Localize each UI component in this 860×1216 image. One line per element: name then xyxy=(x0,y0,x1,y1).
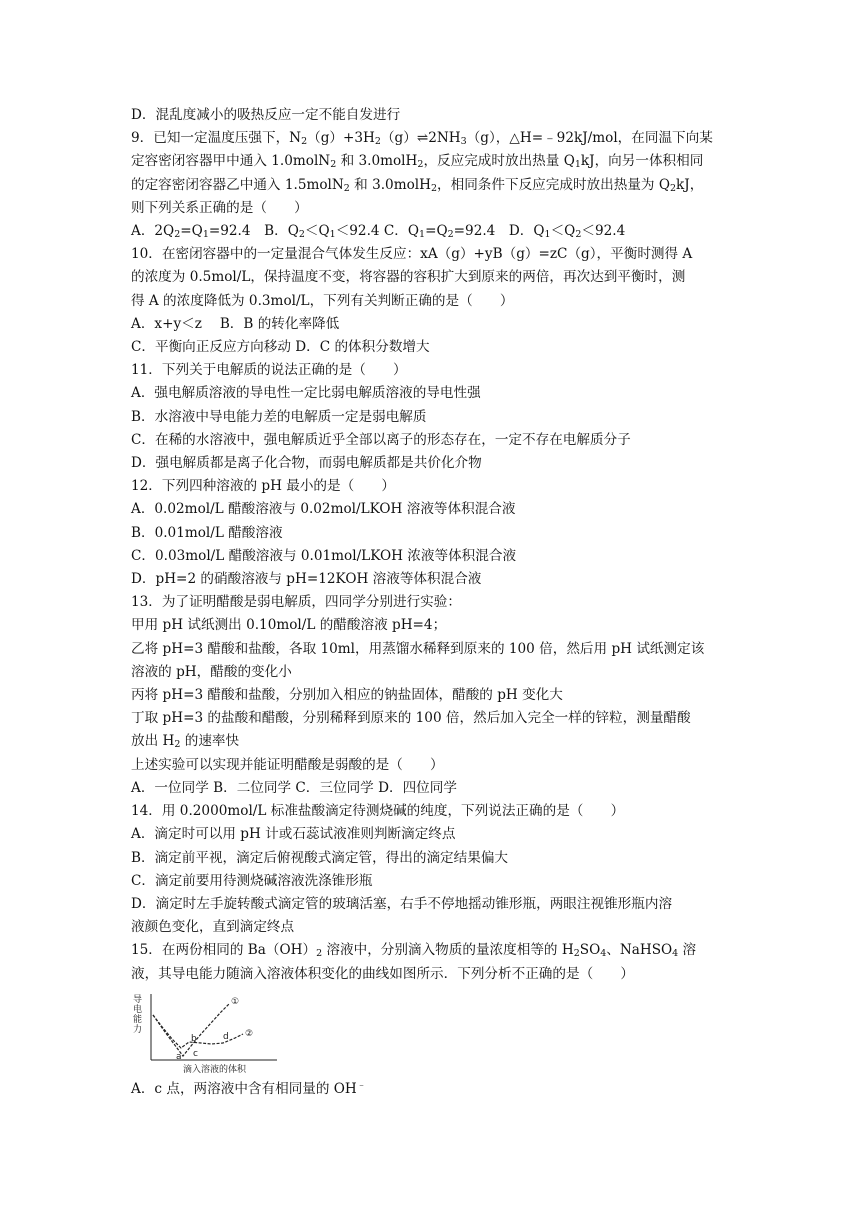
text-run: 液，其导电能力随滴入溶液体积变化的曲线如图所示．下列分析不正确的是（ ） xyxy=(131,965,634,982)
text-run: B．滴定前平视，滴定后俯视酸式滴定管，得出的滴定结果偏大 xyxy=(131,849,509,866)
text-run: 溶液的 pH，醋酸的变化小 xyxy=(131,663,292,680)
text-run: C．平衡向正反应方向移动 D．C 的体积分数增大 xyxy=(131,339,430,356)
text-line xyxy=(131,777,741,800)
text-run: 和 3.0molH xyxy=(349,176,431,193)
text-run: （g）⇌2NH xyxy=(380,130,461,147)
subscript-text: 1 xyxy=(574,159,581,171)
text-run: D．滴定时左手旋转酸式滴定管的玻璃活塞，右手不停地摇动锥形瓶，两眼注视锥形瓶内溶 xyxy=(131,895,673,912)
text-line xyxy=(131,1078,741,1101)
text-line xyxy=(131,522,741,545)
text-line xyxy=(131,220,741,243)
text-line xyxy=(131,475,741,498)
text-line xyxy=(131,847,741,870)
text-run: =Q xyxy=(180,223,203,240)
subscript-text: 2 xyxy=(174,229,181,241)
text-run: 丙将 pH=3 醋酸和盐酸，分别加入相应的钠盐固体，醋酸的 pH 变化大 xyxy=(131,687,563,704)
text-run: 12．下列四种溶液的 pH 最小的是（ ） xyxy=(131,478,395,495)
text-run: （g）+3H xyxy=(307,130,375,147)
text-line xyxy=(131,800,741,823)
text-run: C．滴定前要用待测烧碱溶液洗涤锥形瓶 xyxy=(131,872,373,889)
curve-2-label: ② xyxy=(245,1028,254,1039)
text-line xyxy=(131,568,741,591)
text-line xyxy=(131,707,741,730)
x-axis-label: 滴入溶液的体积 xyxy=(183,1064,247,1074)
subscript-text: 2 xyxy=(174,739,181,751)
text-line xyxy=(131,638,741,661)
text-line xyxy=(131,243,741,266)
text-run: kJ，向另一体积相同 xyxy=(580,153,704,170)
text-run: 上述实验可以实现并能证明醋酸是弱酸的是（ ） xyxy=(131,756,444,773)
text-line xyxy=(131,336,741,359)
subscript-text: 2 xyxy=(301,136,308,148)
text-run: A．2Q xyxy=(131,223,175,240)
text-run: kJ， xyxy=(676,176,704,193)
text-run: 10．在密闭容器中的一定量混合气体发生反应：xA（g）+yB（g）=zC（g），平衡时测得 A xyxy=(131,246,693,263)
text-run: 定容密闭容器甲中通入 1.0molN xyxy=(131,153,331,170)
text-run: ，相同条件下反应完成时放出热量为 Q xyxy=(437,176,670,193)
text-run: 、NaHSO xyxy=(606,942,673,959)
text-run: 则下列关系正确的是（ ） xyxy=(131,199,308,216)
text-line xyxy=(131,684,741,707)
text-line xyxy=(131,313,741,336)
text-line xyxy=(131,266,741,289)
text-run: 的定容密闭容器乙中通入 1.5molN xyxy=(131,176,344,193)
text-line xyxy=(131,870,741,893)
y-axis-label-3: 能 xyxy=(133,1014,143,1025)
point-d-label: d xyxy=(223,1031,229,1042)
text-run: 得 A 的浓度降低为 0.3mol/L，下列有关判断正确的是（ ） xyxy=(131,292,514,309)
y-axis-label-4: 力 xyxy=(133,1024,143,1035)
text-line xyxy=(131,382,741,405)
text-line xyxy=(131,359,741,382)
text-run: B．水溶液中导电能力差的电解质一定是弱电解质 xyxy=(131,408,427,425)
text-run: 溶液中，分别滴入物质的量浓度相等的 H xyxy=(322,942,574,959)
subscript-text: 2 xyxy=(430,182,438,194)
subscript-text: 2 xyxy=(298,229,305,241)
text-run: ，反应完成时放出热量 Q xyxy=(423,153,575,170)
curve-2 xyxy=(153,1015,243,1048)
supscript-text: ﹣ xyxy=(356,1079,367,1091)
y-axis-label-1: 导 xyxy=(133,994,143,1005)
text-run: A．0.02mol/L 醋酸溶液与 0.02mol/LKOH 溶液等体积混合液 xyxy=(131,501,516,518)
text-run: A．强电解质溶液的导电性一定比弱电解质溶液的导电性强 xyxy=(131,385,481,402)
subscript-text: 2 xyxy=(343,182,350,194)
subscript-text: 2 xyxy=(417,159,424,171)
text-run: =Q xyxy=(425,223,448,240)
conductivity-graph xyxy=(131,990,281,1074)
conductivity-graph-svg xyxy=(131,990,281,1074)
text-run: 和 3.0molH xyxy=(336,153,418,170)
text-run: ＜Q xyxy=(550,223,576,240)
text-line xyxy=(131,916,741,939)
text-line xyxy=(131,661,741,684)
subscript-text: 2 xyxy=(573,948,580,960)
text-line xyxy=(131,174,741,197)
subscript-text: 2 xyxy=(447,229,454,241)
text-run: 甲用 pH 试纸测出 0.10mol/L 的醋酸溶液 pH=4； xyxy=(131,617,447,634)
text-run: A．x+y＜z B．B 的转化率降低 xyxy=(131,315,340,332)
text-run: 11．下列关于电解质的说法正确的是（ ） xyxy=(131,362,407,379)
question-text-block xyxy=(131,104,741,986)
text-run: 15．在两份相同的 Ba（OH） xyxy=(131,942,317,959)
text-line xyxy=(131,197,741,220)
subscript-text: 2 xyxy=(374,136,381,148)
text-run: 的浓度为 0.5mol/L，保持温度不变，将容器的容积扩大到原来的两倍，再次达到平衡时，测 xyxy=(131,269,686,286)
text-run: 14．用 0.2000mol/L 标准盐酸滴定待测烧碱的纯度，下列说法正确的是（ ） xyxy=(131,803,625,820)
text-run: 溶 xyxy=(678,942,697,959)
text-run: 9．已知一定温度压强下，N xyxy=(131,130,302,147)
text-run: ＜92.4 xyxy=(581,223,626,240)
text-line xyxy=(131,498,741,521)
text-run: ＜92.4 C．Q xyxy=(335,223,420,240)
subscript-text: 2 xyxy=(330,159,337,171)
text-run: D．pH=2 的硝酸溶液与 pH=12KOH 溶液等体积混合液 xyxy=(131,571,482,588)
text-run: SO xyxy=(579,942,601,959)
text-run: 液颜色变化，直到滴定终点 xyxy=(131,919,295,936)
subscript-text: 1 xyxy=(544,229,551,241)
text-line xyxy=(131,614,741,637)
document-page xyxy=(131,104,741,1101)
text-line xyxy=(131,429,741,452)
subscript-text: 1 xyxy=(202,229,209,241)
text-line xyxy=(131,939,741,962)
text-line xyxy=(131,754,741,777)
subscript-text: 2 xyxy=(670,182,677,194)
curve-1-label: ① xyxy=(231,996,240,1007)
answer-option-block xyxy=(131,1078,741,1101)
text-line xyxy=(131,893,741,916)
subscript-text: 2 xyxy=(316,948,323,960)
text-run: =92.4 D．Q xyxy=(453,223,545,240)
text-run: B．0.01mol/L 醋酸溶液 xyxy=(131,524,283,541)
text-run: =92.4 B．Q xyxy=(208,223,299,240)
text-run: C．0.03mol/L 醋酸溶液与 0.01mol/LKOH 浓液等体积混合液 xyxy=(131,547,517,564)
text-run: D．混乱度减小的吸热反应一定不能自发进行 xyxy=(131,107,401,123)
subscript-text: 2 xyxy=(575,229,582,241)
text-run: 的速率快 xyxy=(180,733,240,750)
text-line xyxy=(131,104,741,127)
text-run: 放出 H xyxy=(131,733,175,750)
text-run: D．强电解质都是离子化合物，而弱电解质都是共价化介物 xyxy=(131,455,482,472)
text-run: C．在稀的水溶液中，强电解质近乎全部以离子的形态存在，一定不存在电解质分子 xyxy=(131,431,631,448)
text-run: 丁取 pH=3 的盐酸和醋酸，分别稀释到原来的 100 倍，然后加入完全一样的锌粒，测量醋酸 xyxy=(131,710,691,727)
text-run: A．c 点，两溶液中含有相同量的 OH xyxy=(131,1080,357,1097)
text-run: A．滴定时可以用 pH 计或石蕊试液准则判断滴定终点 xyxy=(131,826,456,843)
text-run: 乙将 pH=3 醋酸和盐酸，各取 10ml，用蒸馏水稀释到原来的 100 倍，然后用 pH 试纸测定该 xyxy=(131,640,705,657)
point-b-label: b xyxy=(191,1033,197,1044)
text-line xyxy=(131,290,741,313)
text-line xyxy=(131,406,741,429)
subscript-text: 1 xyxy=(329,229,336,241)
text-line xyxy=(131,545,741,568)
text-line xyxy=(131,150,741,173)
text-run: ＜Q xyxy=(304,223,330,240)
text-line xyxy=(131,127,741,150)
text-run: （g），△H=﹣92kJ/mol，在同温下向某 xyxy=(466,130,713,147)
subscript-text: 3 xyxy=(460,136,467,148)
text-line xyxy=(131,452,741,475)
point-a-label: a xyxy=(176,1051,182,1062)
text-line xyxy=(131,963,741,986)
subscript-text: 1 xyxy=(419,229,426,241)
text-line xyxy=(131,591,741,614)
y-axis-label-2: 电 xyxy=(133,1004,143,1015)
text-line xyxy=(131,730,741,753)
subscript-text: 4 xyxy=(672,948,679,960)
text-run: A．一位同学 B．二位同学 C．三位同学 D．四位同学 xyxy=(131,779,457,796)
text-run: 13．为了证明醋酸是弱电解质，四同学分别进行实验： xyxy=(131,594,461,611)
point-c-label: c xyxy=(193,1048,198,1059)
subscript-text: 4 xyxy=(600,948,607,960)
text-line xyxy=(131,823,741,846)
